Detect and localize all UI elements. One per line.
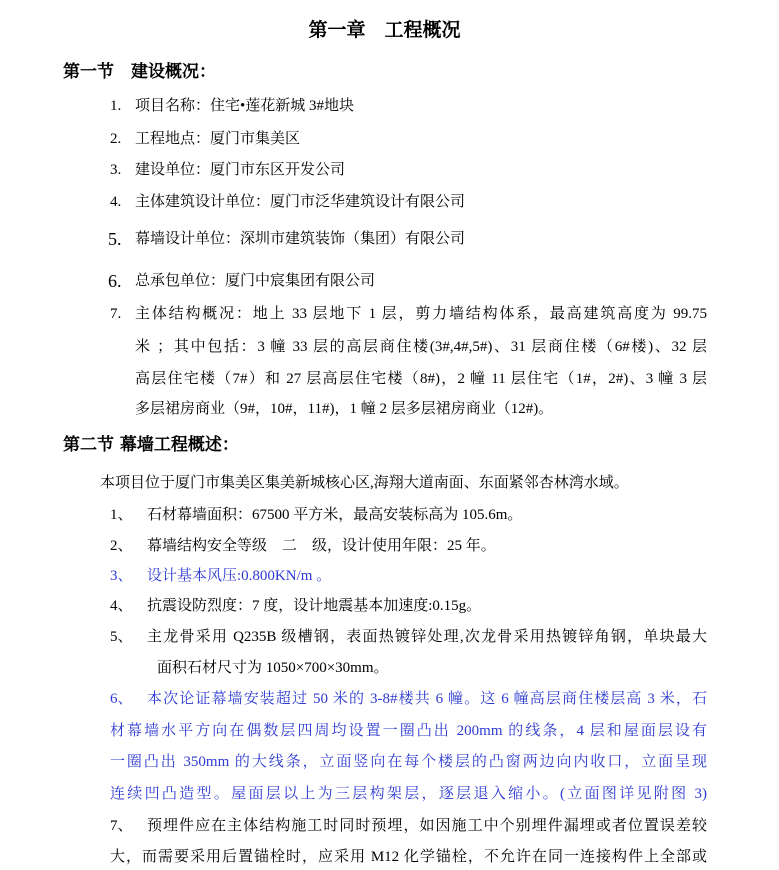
intro-paragraph: 本项目位于厦门市集美区集美新城核心区,海翔大道南面、东面紧邻杏林湾水域。 xyxy=(100,475,629,491)
list-item-number: 4. xyxy=(110,194,122,210)
list-item-number: 6、 xyxy=(110,691,133,707)
list-item-number: 6. xyxy=(108,271,122,291)
list-item-number: 7、 xyxy=(110,818,133,834)
list-item-text: 连续凹凸造型。屋面层以上为三层构架层，逐层退入缩小。(立面图详见附图 3) xyxy=(110,786,707,802)
list-item-number: 3、 xyxy=(110,568,133,584)
list-item-number: 5. xyxy=(108,229,122,249)
list-item-text: 工程地点：厦门市集美区 xyxy=(135,131,301,147)
list-item-text: 石材幕墙面积：67500 平方米，最高安装标高为 105.6m。 xyxy=(147,507,523,523)
list-item-number: 2. xyxy=(110,131,122,147)
list-item-text: 主体结构概况：地上 33 层地下 1 层，剪力墙结构体系，最高建筑高度为 99.75 xyxy=(135,306,707,322)
list-item-text: 米 ；其中包括：3 幢 33 层的高层商住楼(3#,4#,5#)、31 层商住楼（6#楼)、32 层 xyxy=(135,339,707,355)
list-item-number: 1、 xyxy=(110,507,133,523)
list-item-number: 4、 xyxy=(110,598,133,614)
list-item-text: 多层裙房商业（9#，10#，11#)，1 幢 2 层多层裙房商业（12#)。 xyxy=(135,401,554,417)
list-item-text: 预埋件应在主体结构施工时同时预埋，如因施工中个别埋件漏埋或者位置误差较 xyxy=(147,818,707,834)
list-item-number: 2、 xyxy=(110,538,133,554)
section-heading: 第二节 幕墙工程概述： xyxy=(63,435,239,455)
list-item-text: 主体建筑设计单位：厦门市泛华建筑设计有限公司 xyxy=(135,194,466,210)
list-item-text: 设计基本风压:0.800KN/m 。 xyxy=(147,568,332,584)
list-item-text: 总承包单位：厦门中宸集团有限公司 xyxy=(135,273,376,289)
list-item-text: 一圈凸出 350mm 的大线条，立面竖向在每个楼层的凸窗两边向内收口，立面呈现 xyxy=(110,754,707,770)
list-item-text: 建设单位：厦门市东区开发公司 xyxy=(135,162,346,178)
list-item-text: 大，而需要采用后置锚栓时，应采用 M12 化学锚栓，不允许在同一连接构件上全部或 xyxy=(110,849,707,865)
list-item-number: 3. xyxy=(110,162,122,178)
list-item-text: 材幕墙水平方向在偶数层四周均设置一圈凸出 200mm 的线条，4 层和屋面层设有 xyxy=(110,723,707,739)
list-item-text: 主龙骨采用 Q235B 级槽钢，表面热镀锌处理,次龙骨采用热镀锌角钢，单块最大 xyxy=(147,629,707,645)
list-item-number: 7. xyxy=(110,306,122,322)
list-item-text: 抗震设防烈度：7 度，设计地震基本加速度:0.15g。 xyxy=(147,598,482,614)
list-item-text: 项目名称：住宅•莲花新城 3#地块 xyxy=(135,98,355,114)
list-item-text: 幕墙结构安全等级 二 级，设计使用年限：25 年。 xyxy=(147,538,496,554)
list-item-text: 幕墙设计单位：深圳市建筑装饰（集团）有限公司 xyxy=(135,231,466,247)
section-heading: 第一节 建设概况： xyxy=(63,62,216,82)
chapter-title: 第一章 工程概况 xyxy=(308,19,461,41)
list-item-text: 本次论证幕墙安装超过 50 米的 3-8#楼共 6 幢。这 6 幢高层商住楼层高 3 米，石 xyxy=(147,691,707,707)
list-item-text: 面积石材尺寸为 1050×700×30mm。 xyxy=(157,660,389,676)
list-item-number: 1. xyxy=(110,98,122,114)
list-item-text: 高层住宅楼（7#）和 27 层高层住宅楼（8#)，2 幢 11 层住宅（1#，2#)、3 幢 3 层 xyxy=(135,371,707,387)
list-item-number: 5、 xyxy=(110,629,133,645)
